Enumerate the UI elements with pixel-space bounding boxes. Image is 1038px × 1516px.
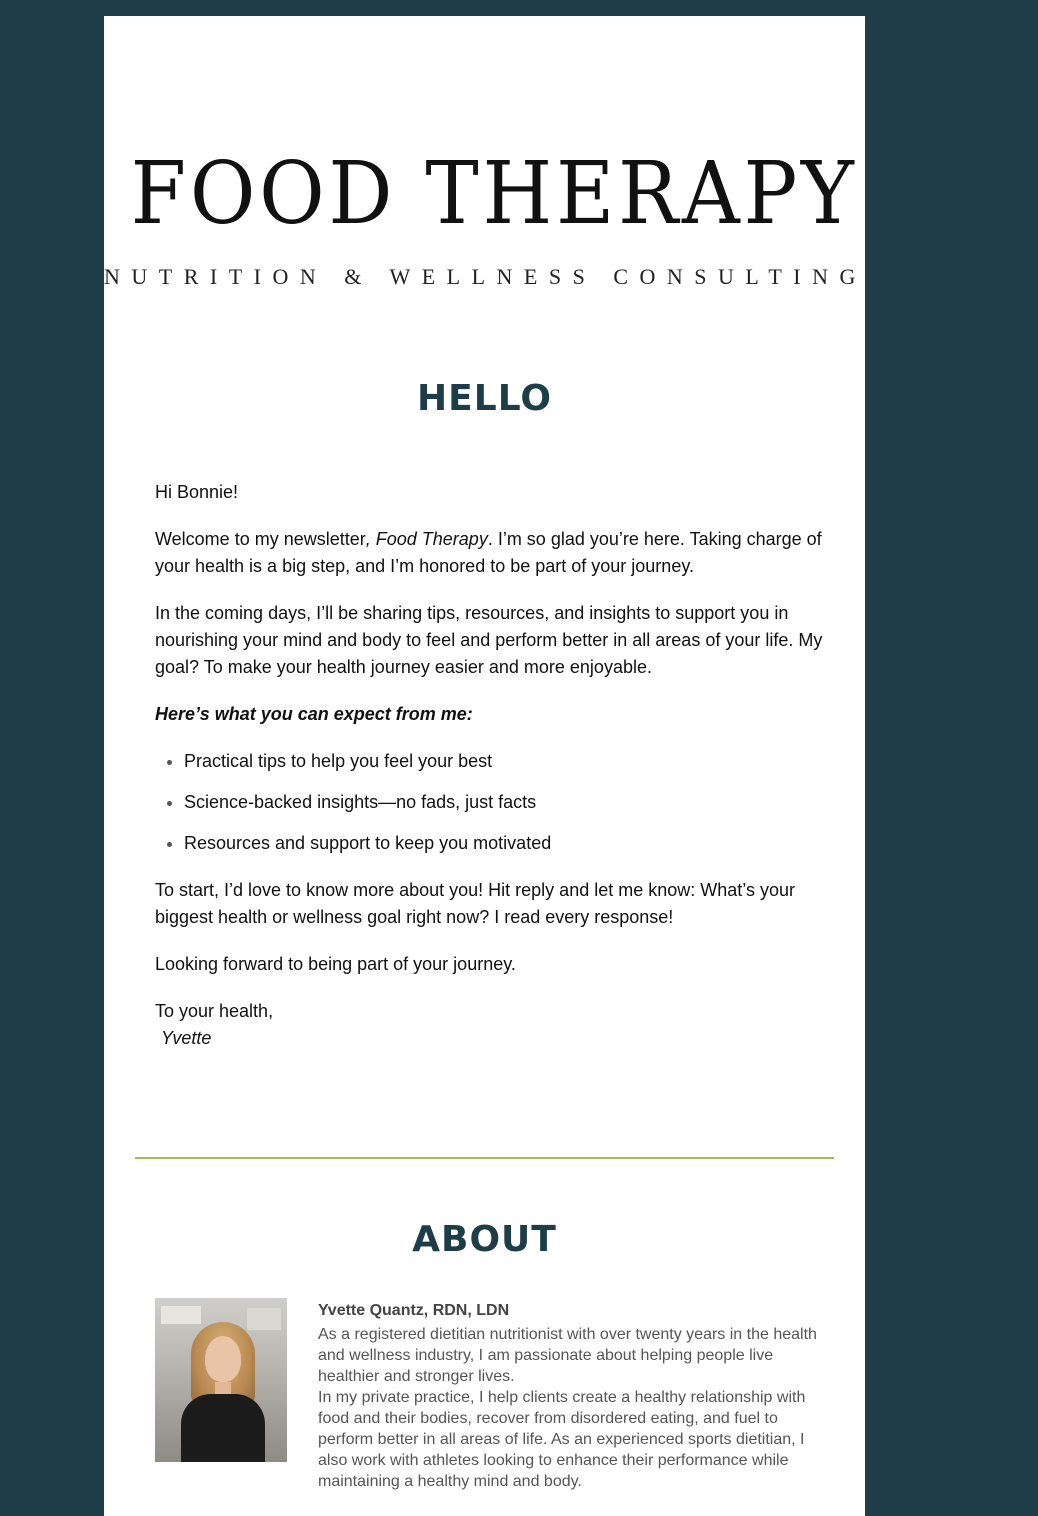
brand-subtitle: NUTRITION & WELLNESS CONSULTING — [104, 264, 867, 289]
expect-list — [155, 748, 825, 857]
looking-forward-paragraph: Looking forward to being part of your journey. — [155, 954, 516, 974]
welcome-text-start: Welcome to my newsletter — [155, 529, 366, 549]
brand-logo — [104, 144, 865, 290]
coming-days-paragraph: In the coming days, I’ll be sharing tips, resources, and insights to support you in nourishing your mind and body to feel and perform better in all areas of your life. My goal? To make your health journey easier and more enjoyable. — [155, 603, 823, 677]
about-heading: ABOUT — [412, 1219, 557, 1260]
section-divider — [135, 1157, 834, 1159]
photo-frame-decor — [247, 1308, 281, 1330]
photo-face — [205, 1336, 241, 1382]
list-item: • Resources and support to keep you motivated — [184, 830, 825, 857]
welcome-message — [155, 479, 825, 1072]
email-body — [104, 16, 865, 1516]
brand-title: FOOD THERAPY — [130, 144, 858, 244]
welcome-paragraph — [155, 526, 825, 580]
newsletter-name: , Food Therapy — [365, 529, 488, 549]
photo-frame-decor — [161, 1306, 201, 1324]
hello-heading: HELLO — [417, 378, 552, 419]
list-item: • Science-backed insights—no fads, just facts — [184, 789, 825, 816]
author-name: Yvette Quantz, RDN, LDN — [318, 1302, 510, 1319]
sign-off-text: To your health, — [155, 1001, 274, 1021]
expect-lead: Here’s what you can expect from me: — [155, 704, 473, 724]
list-item: • Practical tips to help you feel your best — [184, 748, 825, 775]
greeting: Hi Bonnie! — [155, 482, 239, 502]
bio-paragraph: As a registered dietitian nutritionist with over twenty years in the health and wellness industry, I am passionate about helping people live healthier and stronger lives. — [318, 1326, 817, 1385]
bio-paragraph: In my private practice, I help clients create a healthy relationship with food and their bodies, recover from disordered eating, and fuel to perform better in all areas of life. As an experienced sports dietitian, I also work with athletes looking to enhance their performance while maintaining a healthy mind and body. — [318, 1389, 806, 1490]
signature: Yvette — [161, 1028, 212, 1048]
photo-shirt — [181, 1394, 265, 1462]
to-start-paragraph: To start, I’d love to know more about you! Hit reply and let me know: What’s your biggest health or wellness goal right now? I read every response! — [155, 880, 795, 927]
welcome-text-end: . I’m so glad you’re here. Taking charge of your health is a big step, and I’m honored to be part of your journey. — [155, 529, 822, 576]
author-bio — [318, 1300, 818, 1492]
sign-off — [155, 998, 825, 1052]
author-photo — [155, 1298, 287, 1462]
